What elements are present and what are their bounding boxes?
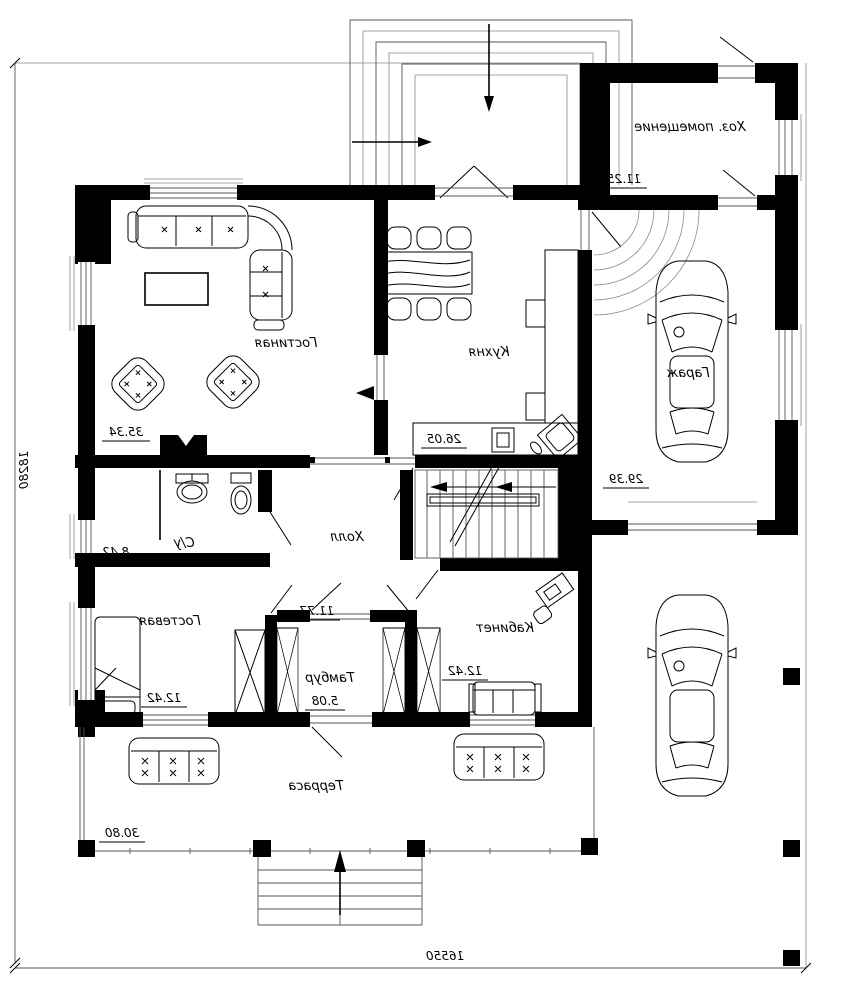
room-area-hall: 11.77 — [299, 604, 335, 618]
dimension-bottom: 16550 — [425, 949, 465, 963]
entry-steps — [258, 850, 422, 925]
room-label-utility: Хоз. помещение — [634, 120, 746, 135]
bathroom-fixtures — [176, 473, 251, 514]
driveway — [783, 668, 800, 966]
room-area-living: 35.34 — [108, 425, 144, 439]
kitchen-furniture — [382, 227, 583, 460]
room-label-living: Гостиная — [254, 336, 318, 351]
room-area-guest: 12.42 — [146, 691, 182, 705]
entry-arrow-up-icon — [334, 850, 346, 915]
room-label-guest: Гостевая — [139, 614, 201, 629]
room-label-office: Кабинет — [476, 621, 534, 636]
guest-room-furniture — [95, 617, 140, 717]
office-sofa — [473, 682, 535, 715]
stair-direction-arrow-icon — [430, 482, 556, 492]
doors — [270, 37, 757, 757]
room-label-garage: Гараж — [666, 366, 710, 381]
room-label-hall: Холл — [330, 530, 364, 545]
cars — [648, 261, 736, 796]
roof-arrow-right-icon — [352, 137, 432, 147]
room-area-kitchen: 26.05 — [426, 432, 462, 446]
room-label-bathroom: С/у — [173, 536, 195, 551]
room-area-garage: 29.39 — [608, 472, 644, 486]
staircase — [415, 458, 558, 558]
room-label-vestibule: Тамбур — [305, 671, 355, 686]
room-label-terrace: Терраса — [288, 779, 344, 794]
room-label-kitchen: Кухня — [468, 345, 510, 360]
interior-walls — [75, 200, 592, 723]
living-room-furniture — [107, 206, 292, 415]
room-area-terrace: 30.80 — [104, 826, 140, 840]
toilet — [231, 473, 251, 483]
office-furniture — [469, 573, 579, 715]
dimension-left: 18280 — [17, 450, 31, 490]
roof-arrow-down-icon — [484, 24, 494, 112]
desk — [523, 573, 580, 625]
coffee-table — [145, 273, 208, 305]
car-icon — [648, 595, 736, 796]
room-area-utility: 11.25 — [606, 172, 642, 186]
room-area-office: 12.42 — [447, 664, 483, 678]
exterior-walls — [75, 63, 798, 737]
room-area-bathroom: 8.42 — [102, 545, 130, 559]
room-area-vestibule: 5.08 — [311, 694, 339, 708]
